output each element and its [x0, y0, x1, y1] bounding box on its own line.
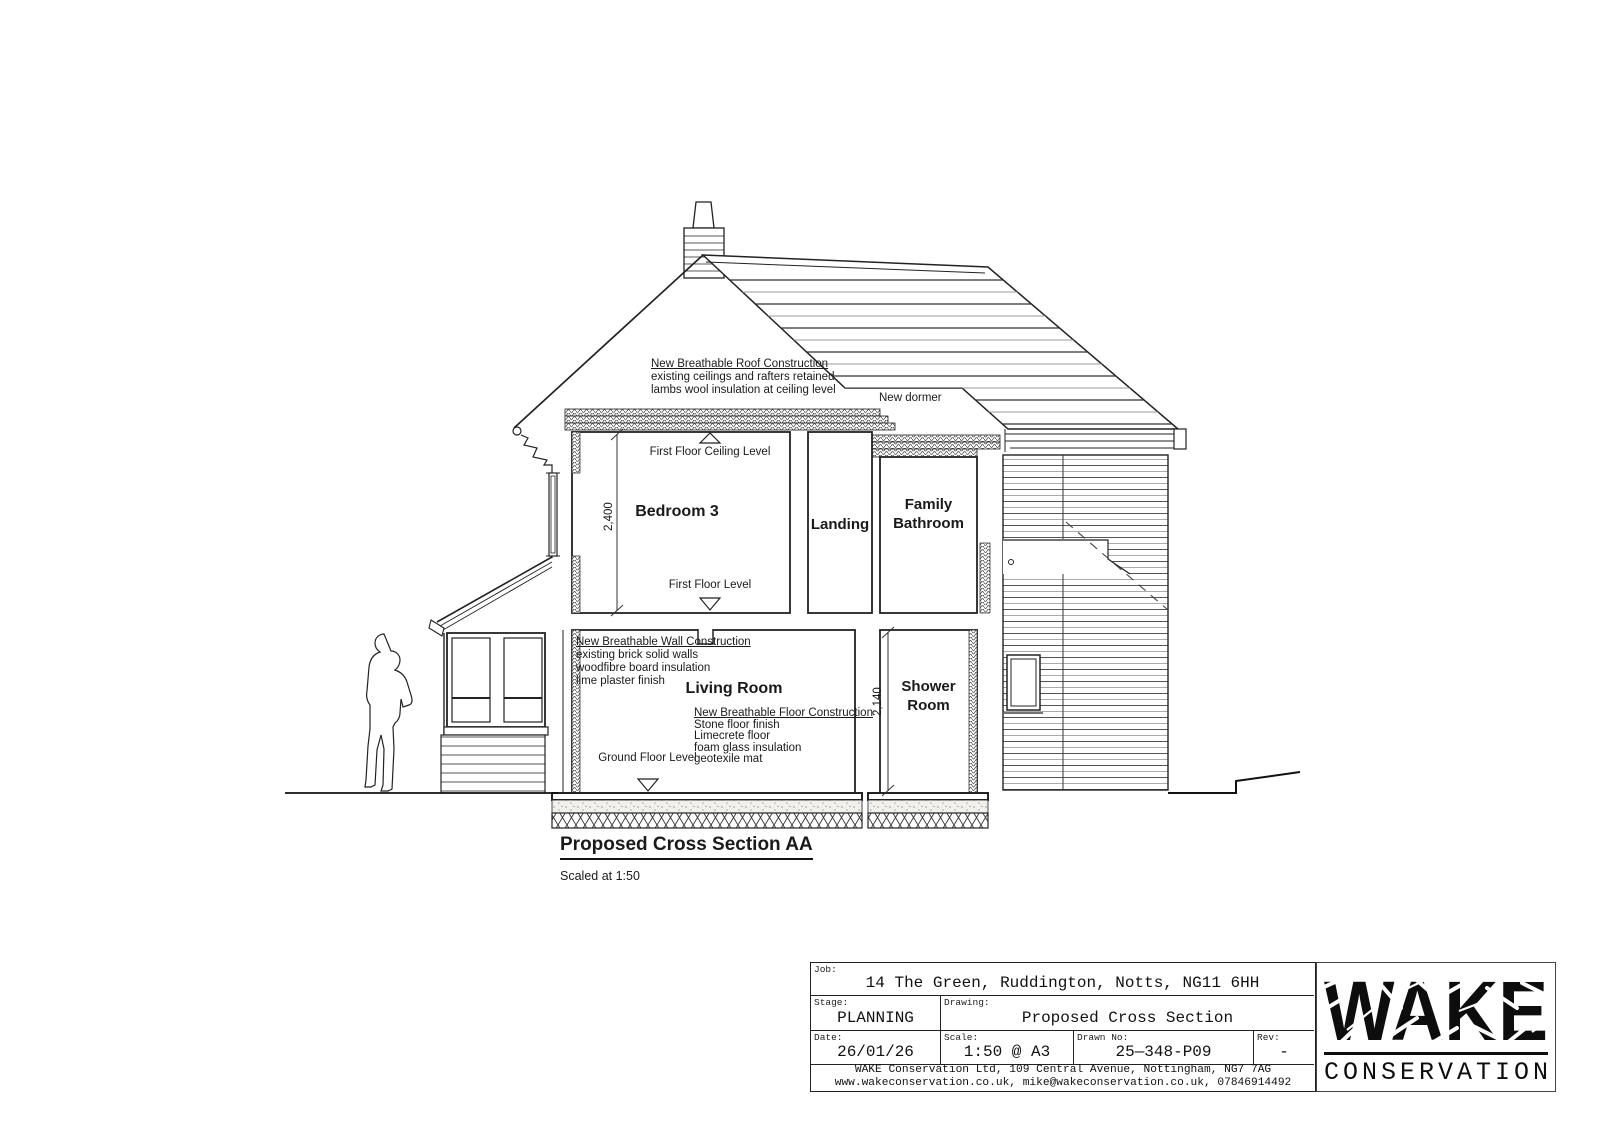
room-label-shower-room: Shower Room — [901, 678, 956, 714]
room-label-family-bathroom: Family Bathroom — [893, 496, 964, 532]
floor-note-line: foam glass insulation — [694, 741, 802, 754]
stage-label: Stage: — [814, 997, 849, 1008]
ground-floor-level-label: Ground Floor Level — [598, 752, 697, 764]
company-address: WAKE Conservation Ltd, 109 Central Avenue, Nottingham, NG7 7AG — [854, 1064, 1272, 1076]
wall-note-line: existing brick solid walls — [576, 649, 699, 661]
drawing-value: Proposed Cross Section — [1021, 1009, 1234, 1027]
new-dormer-label: New dormer — [879, 392, 942, 404]
roof-construction-note — [651, 358, 866, 397]
logo-divider — [1324, 1052, 1548, 1055]
room-label-landing: Landing — [810, 516, 870, 533]
drawing-scale-note: Scaled at 1:50 — [560, 869, 640, 883]
title-block-footer — [811, 1064, 1315, 1091]
roof-note-title: New Breathable Roof Construction — [651, 358, 829, 370]
wake-logo-mark — [1317, 966, 1555, 1052]
first-floor-ceiling-level-label: First Floor Ceiling Level — [649, 446, 771, 458]
floor-note-title: New Breathable Floor Construction — [694, 707, 873, 719]
floor-note-line: Stone floor finish — [694, 718, 780, 731]
logo-subtitle: CONSERVATION — [1323, 1058, 1553, 1087]
title-block-rev-cell — [1254, 1031, 1314, 1065]
rev-value: - — [1279, 1043, 1289, 1061]
title-block-drawing-cell — [941, 996, 1314, 1031]
floor-note-line: geotexile mat — [694, 753, 763, 765]
drawing-label: Drawing: — [944, 997, 990, 1008]
floor-construction-note — [694, 708, 904, 766]
stage-value: PLANNING — [837, 1009, 914, 1027]
title-block-job-cell — [811, 963, 1314, 996]
date-value: 26/01/26 — [837, 1043, 914, 1061]
title-block-date-cell — [811, 1031, 941, 1065]
room-label-living-room: Living Room — [685, 680, 783, 697]
title-block — [810, 962, 1316, 1092]
person-figure — [365, 634, 412, 791]
side-wall-cladding — [1003, 455, 1168, 790]
drawing-title: Proposed Cross Section AA — [560, 834, 813, 860]
drawn-no-label: Drawn No: — [1077, 1032, 1129, 1043]
scale-label: Scale: — [944, 1032, 979, 1043]
roof-eaves — [1005, 429, 1186, 452]
floor-buildup — [552, 793, 988, 828]
dimension-first-floor: 2,400 — [603, 502, 615, 531]
title-block-scale-cell — [941, 1031, 1074, 1065]
drawn-no-value: 25—348-P09 — [1115, 1043, 1212, 1061]
room-label-bedroom-3: Bedroom 3 — [635, 503, 719, 520]
first-floor-level-label: First Floor Level — [668, 579, 752, 591]
wall-note-title: New Breathable Wall Construction — [576, 636, 751, 648]
rev-label: Rev: — [1257, 1032, 1280, 1043]
porch — [429, 557, 552, 793]
date-label: Date: — [814, 1032, 843, 1043]
job-value: 14 The Green, Ruddington, Notts, NG11 6HH — [865, 974, 1260, 992]
roof-note-line: existing ceilings and rafters retained — [651, 371, 835, 383]
title-block-drawn-no-cell — [1074, 1031, 1254, 1065]
scale-value: 1:50 @ A3 — [963, 1043, 1051, 1061]
roof-note-line: lambs wool insulation at ceiling level — [651, 384, 836, 396]
dimension-ground-floor: 2,140 — [872, 687, 884, 716]
job-label: Job: — [814, 964, 837, 975]
company-contact: www.wakeconservation.co.uk, mike@wakeconservation.co.uk, 07846914492 — [834, 1077, 1292, 1089]
title-block-stage-cell — [811, 996, 941, 1031]
floor-note-line: Limecrete floor — [694, 730, 771, 742]
wall-note-line: lime plaster finish — [576, 675, 665, 687]
wall-note-line: woodfibre board insulation — [576, 662, 711, 674]
wake-conservation-logo — [1316, 962, 1556, 1092]
